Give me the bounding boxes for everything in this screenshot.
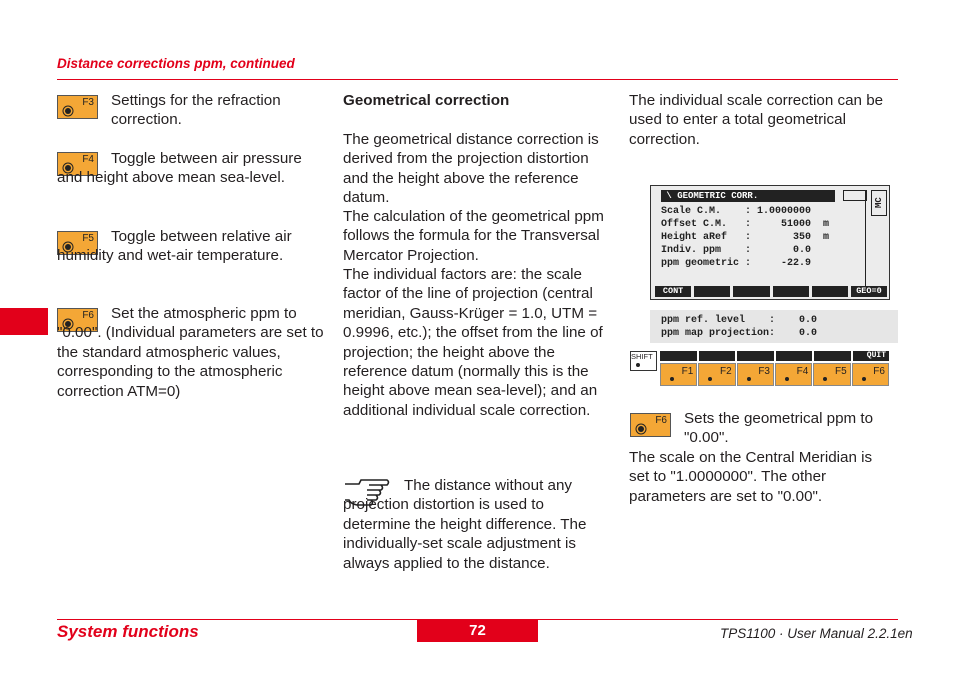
keylabel-4 (776, 351, 813, 361)
f5-description: Toggle between relative air humidity and wet-air temperature. (57, 228, 292, 265)
f6-key[interactable]: F6 (852, 363, 889, 386)
instrument-screen (650, 185, 890, 300)
section-heading: Geometrical correction (343, 92, 510, 109)
f4-description: Toggle between air pressure and height above mean sea-level. (57, 150, 302, 187)
keylabel-1 (660, 351, 697, 361)
col3-intro: The individual scale correction can be used to enter a total geometrical correction. (629, 92, 884, 148)
f6-description: Set the atmospheric ppm to "0.00". (Individual parameters are set to the standard atmospheric values, corresponding to the atmospheric correction ATM=0) (57, 305, 324, 400)
running-header: Distance corrections ppm, continued (57, 56, 295, 71)
note-text: The distance without any projection distortion is used to determine the height difference. The individually-set scale adjustment is always applied to the distance. (343, 477, 587, 572)
screen-title: \ GEOMETRIC CORR. (661, 190, 835, 202)
indiv-ppm-line: Indiv. ppm : 0.0 (661, 245, 812, 256)
function-key-row (660, 363, 889, 386)
ppm-ref-level-line: ppm ref. level : 0.0 (661, 315, 818, 326)
f5-key-icon: F5 (57, 231, 98, 255)
softkey-3[interactable] (733, 286, 769, 297)
f2-key[interactable]: F2 (698, 363, 735, 386)
paragraph-1: The geometrical distance correction is derived from the projection distortion and the height above the reference datum. (343, 131, 599, 207)
page-number: 72 (417, 620, 538, 642)
header-rule (57, 79, 898, 80)
keylabel-quit: QUIT (853, 351, 890, 361)
f3-key-icon: F3 (57, 95, 98, 119)
paragraph-2: The calculation of the geometrical ppm follows the formula for the Transversal Mercator Projection. (343, 208, 604, 264)
keylabel-3 (737, 351, 774, 361)
mc-indicator: MC (871, 190, 887, 216)
f6-key-icon-col3: F6 (630, 413, 671, 437)
screen-values (661, 205, 829, 270)
extra-screen-lines (650, 310, 898, 343)
f5-key[interactable]: F5 (813, 363, 850, 386)
f4-key-icon: F4 (57, 152, 98, 176)
f6-key-icon: F6 (57, 308, 98, 332)
softkey-bar (655, 286, 887, 297)
softkey-cont[interactable]: CONT (655, 286, 691, 297)
keylabel-5 (814, 351, 851, 361)
height-aref-line: Height aRef : 350 m (661, 232, 830, 243)
footer-manual-title: TPS1100 · User Manual 2.2.1en (720, 626, 913, 641)
paragraph-3: The individual factors are: the scale factor of the line of projection (central meridian, Gauss-Krüger = 1.0, UTM = 0.9996, etc.); the offset from the line of projection; the height above the reference datum (normally this is the height above mean sea-level); and an additional individual scale correction. (343, 266, 603, 419)
softkey-5[interactable] (812, 286, 848, 297)
softkey-4[interactable] (773, 286, 809, 297)
softkey-geo0[interactable]: GEO=0 (851, 286, 887, 297)
f3-description: Settings for the refraction correction. (111, 92, 281, 129)
f1-key[interactable]: F1 (660, 363, 697, 386)
col3-after: The scale on the Central Meridian is set to "1.0000000". The other parameters are set to "0.00". (629, 449, 873, 505)
offset-cm-line: Offset C.M. : 51000 m (661, 219, 830, 230)
shift-key[interactable]: SHIFT (630, 351, 657, 371)
f3-key[interactable]: F3 (737, 363, 774, 386)
ppm-geometric-line: ppm geometric : -22.9 (661, 258, 812, 269)
key-dot-icon (636, 363, 640, 367)
keyboard-label-row (660, 351, 889, 361)
softkey-2[interactable] (694, 286, 730, 297)
ppm-map-projection-line: ppm map projection: 0.0 (661, 328, 818, 339)
battery-icon (843, 190, 867, 201)
scale-cm-line: Scale C.M. : 1.0000000 (661, 206, 812, 217)
footer-section-title: System functions (57, 622, 199, 641)
f4-key[interactable]: F4 (775, 363, 812, 386)
keylabel-2 (699, 351, 736, 361)
f6-geo-description: Sets the geometrical ppm to "0.00". (684, 410, 874, 447)
section-tab-marker (0, 308, 48, 335)
